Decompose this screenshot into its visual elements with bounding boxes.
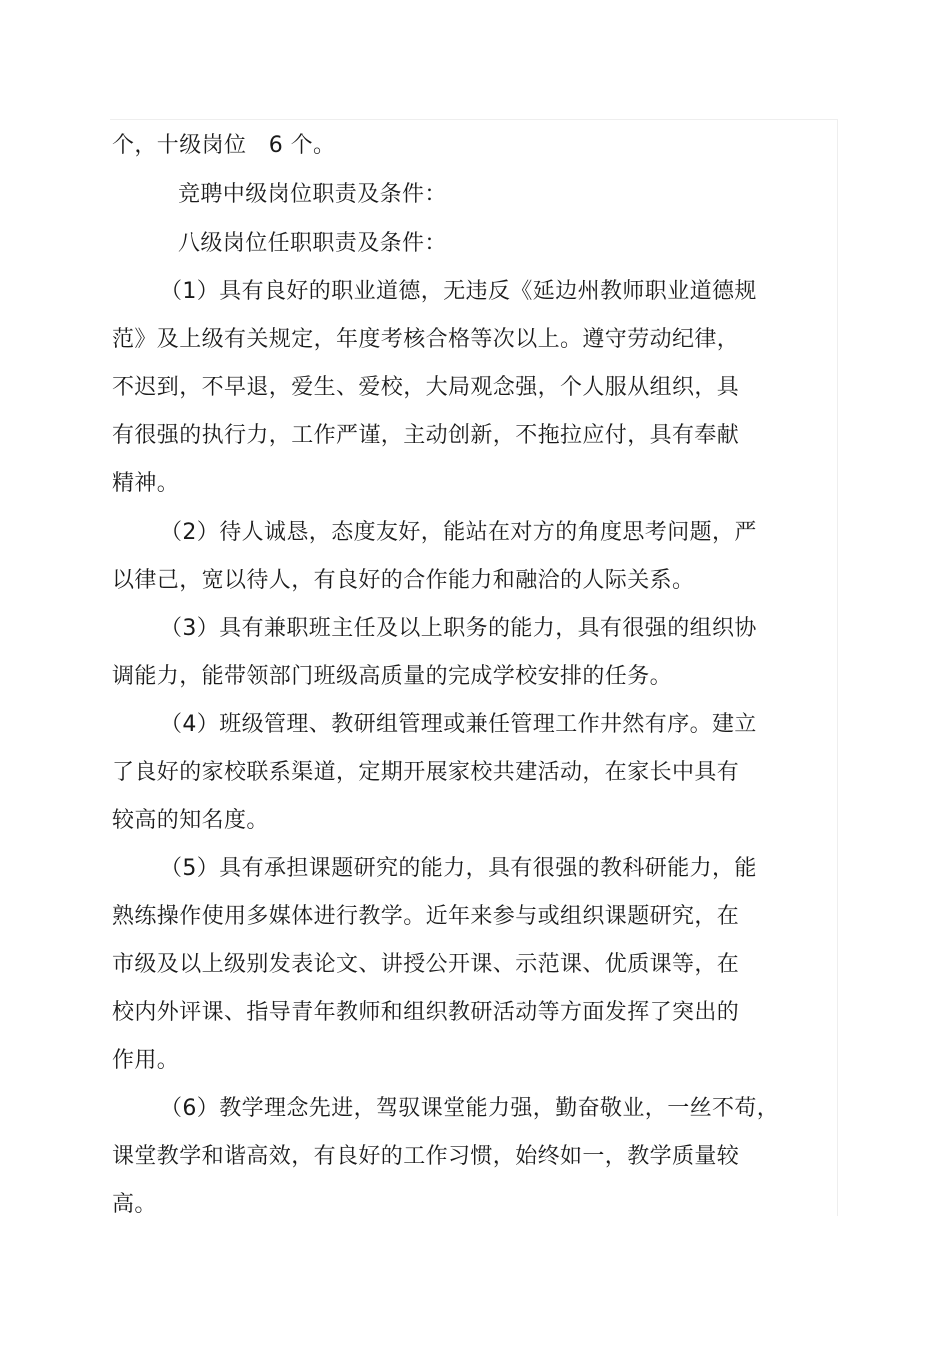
text-line: （6）教学理念先进，驾驭课堂能力强，勤奋敬业，一丝不苟， <box>160 1096 780 1121</box>
text-line: 不迟到，不早退，爱生、爱校，大局观念强，个人服从组织，具 <box>112 375 740 400</box>
text-line: 校内外评课、指导青年教师和组织教研活动等方面发挥了突出的 <box>112 1000 740 1025</box>
text-line: 范》及上级有关规定，年度考核合格等次以上。遵守劳动纪律， <box>112 327 740 352</box>
section-heading: 竞聘中级岗位职责及条件： <box>178 182 447 207</box>
text-line: （1）具有良好的职业道德，无违反《延边州教师职业道德规 <box>160 279 757 304</box>
text-line: 熟练操作使用多媒体进行教学。近年来参与或组织课题研究，在 <box>112 904 740 929</box>
text-line: （5）具有承担课题研究的能力，具有很强的教科研能力，能 <box>160 856 757 881</box>
text-line: 个，十级岗位 6 个。 <box>112 133 336 158</box>
text-line: 以律己，宽以待人，有良好的合作能力和融洽的人际关系。 <box>112 568 695 593</box>
text-line: 有很强的执行力，工作严谨，主动创新，不拖拉应付，具有奉献 <box>112 423 740 448</box>
text-line: （2）待人诚恳，态度友好，能站在对方的角度思考问题，严 <box>160 520 757 545</box>
text-line: 作用。 <box>112 1048 180 1073</box>
page-border-top <box>110 119 838 120</box>
text-line: 市级及以上级别发表论文、讲授公开课、示范课、优质课等，在 <box>112 952 740 977</box>
text-line: 课堂教学和谐高效，有良好的工作习惯，始终如一，教学质量较 <box>112 1144 740 1169</box>
text-line: 较高的知名度。 <box>112 808 269 833</box>
text-line: 调能力，能带领部门班级高质量的完成学校安排的任务。 <box>112 664 673 689</box>
text-line: （3）具有兼职班主任及以上职务的能力，具有很强的组织协 <box>160 616 757 641</box>
section-heading: 八级岗位任职职责及条件： <box>178 231 447 256</box>
page-border-right <box>837 119 838 1216</box>
text-line: （4）班级管理、教研组管理或兼任管理工作井然有序。建立 <box>160 712 757 737</box>
text-line: 精神。 <box>112 471 180 496</box>
text-line: 了良好的家校联系渠道，定期开展家校共建活动，在家长中具有 <box>112 760 740 785</box>
text-line: 高。 <box>112 1192 157 1217</box>
